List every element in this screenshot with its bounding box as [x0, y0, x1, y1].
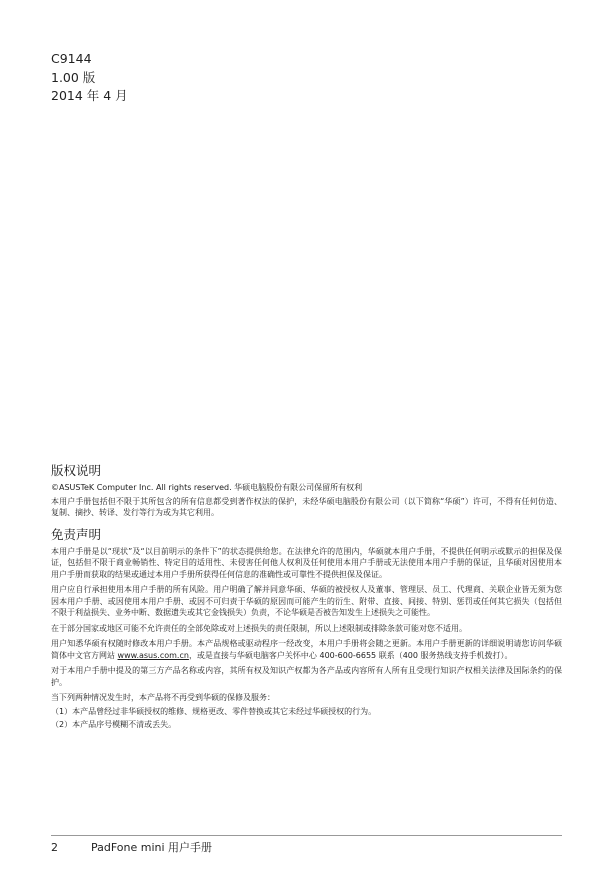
footer-divider [51, 835, 562, 836]
disclaimer-paragraph-5: 对于本用户手册中提及的第三方产品名称或内容，其所有权及知识产权都为各产品或内容所有人所有且受现行知识产权相关法律及国际条约的保护。 [51, 666, 562, 687]
warranty-exclusion-item-1: （1）本产品曾经过非华硕授权的维修、规格更改、零件替换或其它未经过华硕授权的行为。 [51, 706, 377, 716]
page-footer [51, 841, 212, 855]
disclaimer-paragraph-2: 用户应自行承担使用本用户手册的所有风险。用户明确了解并同意华硕、华硕的被授权人及董事、管理层、员工、代理商、关联企业皆无须为您因本用户手册、或因使用本用户手册、或因不可归责于华硕的原因而可能产生的衍生、附带、直接、间接、特别、惩罚或任何其它损失（包括但不限于利益损失、业务中断、数据遗失或其它金钱损失）负责，不论华硕是否被告知发生上述损失之可能性。 [51, 585, 562, 617]
disclaimer-paragraph-6: 当下列两种情况发生时，本产品将不再受到华硕的保修及服务： [51, 693, 275, 702]
asus-website-link[interactable]: www.asus.com.cn [117, 650, 189, 660]
document-date: 2014 年 4 月 [51, 88, 128, 103]
disclaimer-paragraph-3: 在于部分国家或地区可能不允许责任的全部免除或对上述损失的责任限制，所以上述限制或排除条款可能对您不适用。 [51, 623, 467, 633]
disclaimer-paragraph-4 [51, 638, 562, 661]
document-meta [51, 50, 128, 106]
document-version: 1.00 版 [51, 69, 96, 85]
disclaimer-paragraph-1: 本用户手册是以“现状”及“以目前明示的条件下”的状态提供给您。在法律允许的范围内，华硕就本用户手册，不提供任何明示或默示的担保及保证，包括但不限于商业畅销性、特定目的适用性、未侵害任何他人权利及任何使用本用户手册或无法使用本用户手册的保证，且华硕对因使用本用户手册而获取的结果或通过本用户手册所获得任何信息的准确性或可靠性不提供担保及保证。 [51, 546, 562, 579]
manual-title: PadFone mini 用户手册 [91, 841, 213, 854]
copyright-heading: 版权说明 [51, 463, 102, 478]
warranty-exclusion-item-2: （2）本产品序号模糊不清或丢失。 [51, 720, 177, 729]
copyright-body: 本用户手册包括但不限于其所包含的所有信息都受到著作权法的保护，未经华硕电脑股份有限公司（以下简称“华硕”）许可，不得有任何仿造、复制、摘抄、转译、发行等行为或为其它利用。 [51, 496, 562, 517]
disclaimer-paragraph-4-start: 用户知悉华硕有权随时修改本用户手册。本产品规格或驱动程序一经改变，本用户手册将会随之更新。本用户手册更新的详细说明请您访问华硕简体中文官方网站 [51, 639, 562, 660]
page-number: 2 [51, 841, 58, 854]
disclaimer-heading: 免责声明 [51, 526, 102, 542]
copyright-line: ©ASUSTeK Computer Inc. All rights reserved. 华硕电脑股份有限公司保留所有权利 [51, 483, 363, 492]
disclaimer-paragraph-4-end: ，或是直接与华硕电脑客户关怀中心 400-600-6655 联系（400 服务热线支持手机拨打）。 [188, 650, 513, 660]
document-code: C9144 [51, 51, 92, 66]
legal-content [51, 462, 562, 733]
